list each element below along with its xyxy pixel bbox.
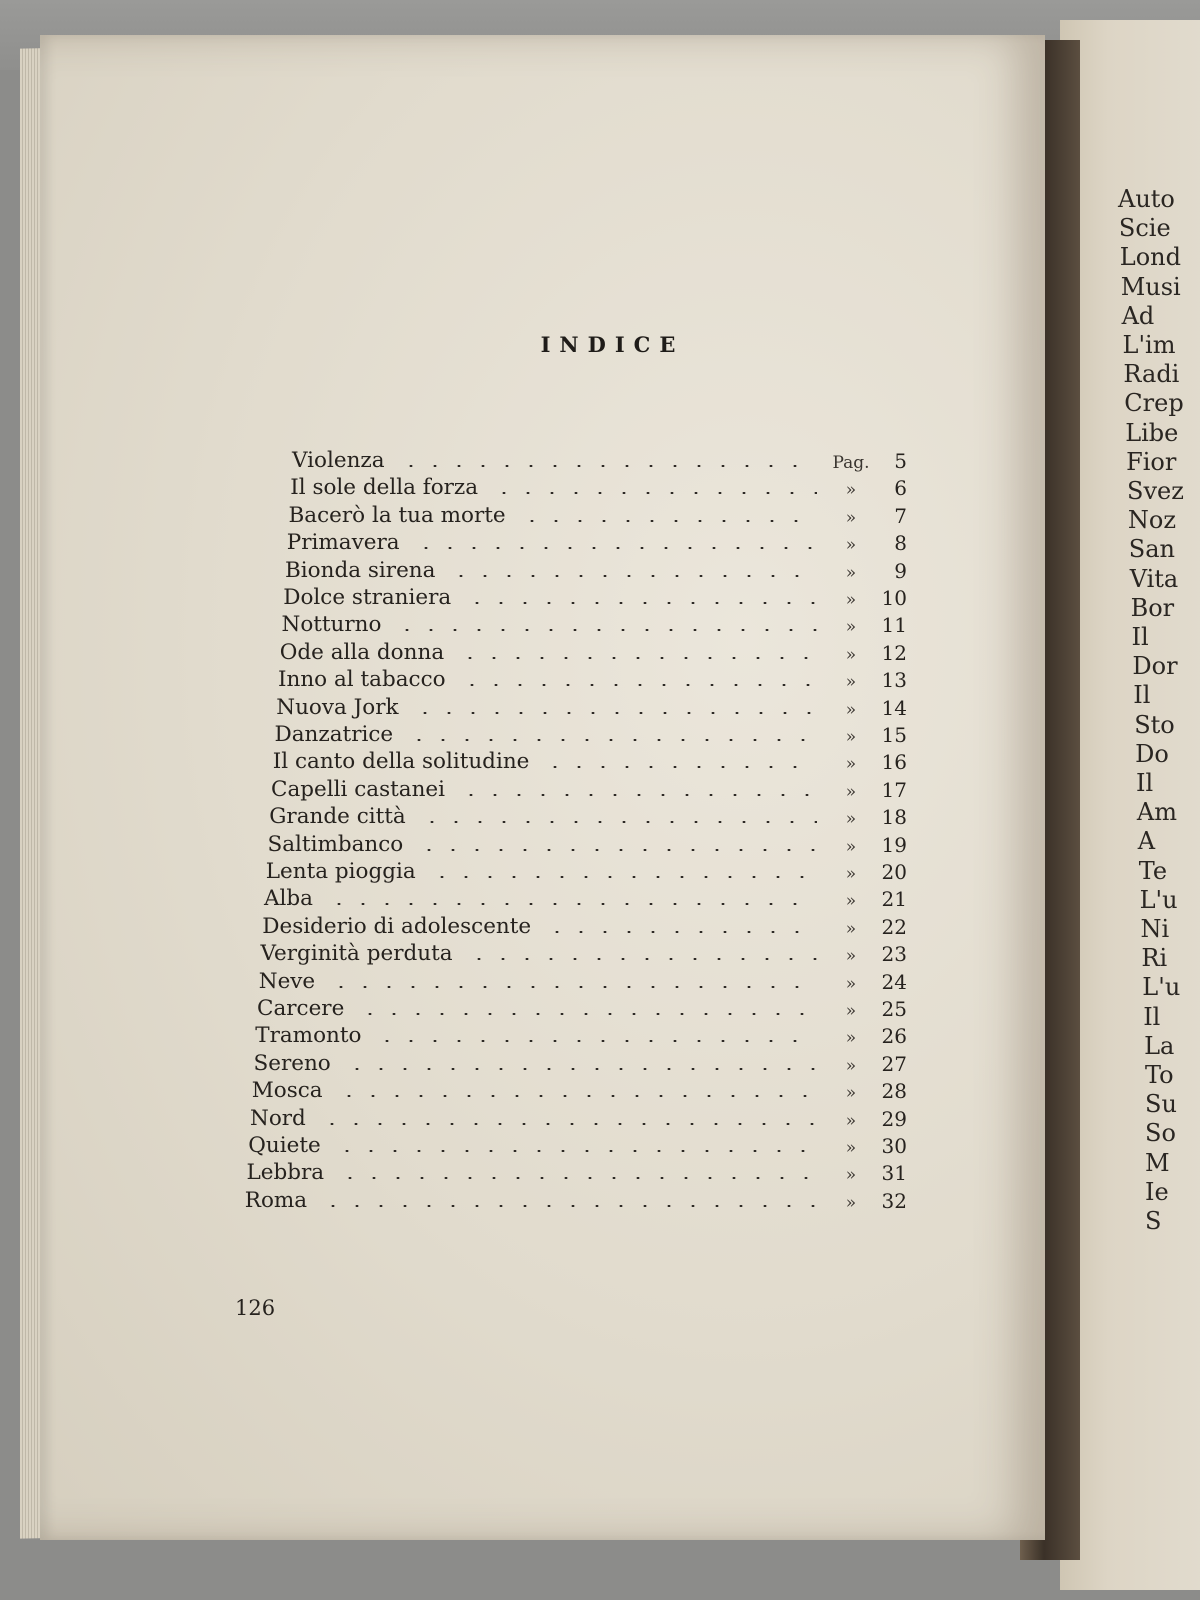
page-title: INDICE — [540, 332, 685, 357]
facing-page-line: L'u — [1139, 885, 1178, 914]
toc-entry-marker: » — [845, 1165, 857, 1186]
facing-page-line: Il — [1133, 681, 1151, 710]
toc-entry-page: 9 — [894, 558, 907, 583]
toc-entry-page: 22 — [881, 914, 907, 939]
toc-entry-marker: » — [845, 891, 857, 912]
dot-leader — [407, 739, 817, 741]
toc-entry-marker: » — [845, 1083, 857, 1104]
facing-page-line: Lond — [1119, 243, 1182, 272]
toc-entry-page: 20 — [881, 860, 907, 884]
toc-entry-title: Desiderio di adolescente — [262, 913, 532, 939]
facing-page-line: Do — [1135, 739, 1169, 768]
facing-page-line: Crep — [1124, 389, 1184, 418]
facing-page-line: Musi — [1120, 272, 1181, 301]
toc-entry-marker: » — [845, 699, 857, 720]
dot-leader — [467, 958, 817, 960]
toc-entry-title: Lebbra — [246, 1160, 325, 1186]
toc-entry-marker: » — [845, 864, 857, 884]
facing-page-line: Am — [1136, 798, 1177, 827]
toc-entry — [287, 527, 907, 555]
toc-entry-marker: » — [845, 727, 857, 747]
toc-entry-page: 31 — [881, 1161, 907, 1186]
toc-entry-page: 7 — [894, 503, 907, 528]
facing-page-line: Ri — [1141, 944, 1168, 973]
dot-leader — [345, 1068, 817, 1070]
toc-entry-marker: » — [845, 1138, 857, 1158]
toc-entry-marker: » — [845, 644, 857, 665]
toc-entry — [262, 911, 907, 939]
toc-entry-page: 5 — [894, 449, 907, 473]
toc-entry — [285, 555, 907, 583]
toc-entry-marker: » — [845, 973, 857, 994]
toc-entry — [278, 664, 907, 692]
toc-entry — [264, 883, 907, 911]
toc-entry-title: Grande città — [269, 804, 406, 830]
toc-entry-page: 28 — [881, 1079, 907, 1104]
toc-entry-title: Sereno — [253, 1050, 331, 1076]
toc-entry — [248, 1130, 907, 1158]
toc-entry-marker: » — [845, 535, 857, 556]
toc-entry — [245, 1185, 907, 1213]
facing-page-line: Sto — [1134, 710, 1175, 739]
facing-page-line: La — [1144, 1031, 1175, 1060]
dot-leader — [327, 903, 817, 905]
toc-entry — [254, 1048, 908, 1076]
facing-page-line: Vita — [1129, 564, 1179, 593]
toc-entry — [261, 938, 908, 966]
toc-entry-marker: » — [845, 672, 857, 693]
dot-leader — [358, 1013, 817, 1015]
facing-page-line: Su — [1145, 1090, 1177, 1119]
dot-leader — [399, 465, 817, 467]
toc-entry-marker: » — [845, 507, 857, 528]
facing-page-line: San — [1128, 535, 1176, 564]
toc-entry-page: 25 — [881, 997, 907, 1021]
dot-leader — [414, 547, 817, 549]
toc-entry-title: Nord — [250, 1105, 306, 1131]
toc-entry-page: 18 — [881, 805, 907, 830]
toc-entry-title: Il sole della forza — [290, 475, 479, 501]
toc-entry-title: Bionda sirena — [285, 557, 436, 583]
toc-entry-title: Notturno — [281, 612, 382, 638]
toc-entry-marker: » — [845, 918, 857, 939]
toc-entry-page: 29 — [881, 1106, 907, 1131]
dot-leader — [460, 684, 817, 686]
facing-page-line: L'u — [1142, 973, 1181, 1002]
dot-leader — [338, 1177, 817, 1179]
facing-page-line: Ni — [1140, 915, 1170, 943]
toc-entry-page: 12 — [881, 640, 907, 665]
toc-entry — [266, 856, 907, 884]
toc-entry — [247, 1157, 908, 1185]
toc-entry-marker: » — [845, 1192, 857, 1213]
toc-entry-marker: » — [845, 836, 857, 857]
toc-entry — [280, 637, 907, 665]
toc-entry — [282, 609, 908, 637]
facing-page-line: Radi — [1123, 360, 1180, 389]
toc-entry — [268, 829, 908, 857]
dot-leader — [545, 931, 817, 933]
facing-page-line: Noz — [1127, 506, 1176, 535]
toc-entry-page: 32 — [881, 1188, 907, 1213]
toc-entry-title: Saltimbanco — [267, 831, 404, 857]
dot-leader — [420, 821, 817, 823]
dot-leader — [337, 1095, 817, 1097]
dot-leader — [458, 657, 817, 659]
toc-entry — [273, 746, 907, 774]
toc-entry-title: Neve — [258, 968, 316, 994]
toc-entry-page: 23 — [881, 942, 907, 967]
toc-entry-page: 27 — [881, 1051, 907, 1076]
toc-entry-marker: » — [845, 590, 857, 610]
toc-entry-title: Dolce straniera — [283, 585, 452, 610]
toc-entry-page: 30 — [881, 1134, 907, 1158]
facing-page-line: Auto — [1118, 185, 1175, 213]
facing-page-line: Scie — [1118, 214, 1171, 243]
toc-entry-marker: » — [845, 480, 857, 501]
toc-entry-title: Danzatrice — [274, 722, 394, 747]
facing-page-line: Bor — [1130, 593, 1175, 622]
toc-entry — [259, 966, 907, 994]
toc-entry-marker: » — [845, 1055, 857, 1076]
toc-entry-page: 13 — [881, 668, 907, 693]
dot-leader — [459, 794, 817, 796]
toc-entry — [250, 1103, 907, 1131]
dot-leader — [320, 1123, 817, 1125]
toc-entry-page: 6 — [894, 476, 907, 501]
dot-leader — [395, 629, 817, 631]
toc-entry-title: Il canto della solitudine — [272, 749, 530, 775]
facing-page-line: Dor — [1132, 652, 1178, 681]
toc-entry-page: 17 — [881, 777, 907, 802]
toc-entry-marker: Pag. — [832, 453, 870, 473]
facing-page-line: Svez — [1127, 477, 1184, 505]
facing-page-line: Il — [1131, 623, 1149, 651]
dot-leader — [430, 876, 817, 878]
toc-entry — [269, 801, 907, 829]
dot-leader — [492, 492, 817, 494]
facing-page-line: Ad — [1121, 301, 1155, 330]
dot-leader — [520, 520, 817, 522]
toc-entry — [255, 1020, 907, 1048]
toc-entry — [283, 582, 907, 610]
facing-page-line: So — [1145, 1119, 1176, 1148]
toc-entry — [257, 993, 907, 1021]
dot-leader — [413, 712, 817, 714]
toc-entry-title: Quiete — [248, 1133, 321, 1158]
toc-entry-page: 15 — [881, 723, 907, 747]
toc-entry-title: Alba — [264, 886, 313, 912]
dot-leader — [329, 986, 817, 988]
toc-entry-title: Violenza — [292, 448, 385, 473]
toc-entry-marker: » — [845, 617, 857, 638]
facing-page-line: M — [1145, 1148, 1170, 1177]
toc-entry — [292, 445, 907, 473]
facing-page-line: S — [1145, 1207, 1162, 1235]
toc-entry-page: 26 — [881, 1024, 907, 1049]
dot-leader — [417, 849, 817, 851]
facing-page-line: L'im — [1122, 331, 1176, 359]
dot-leader — [465, 602, 817, 604]
toc-entry-title: Inno al tabacco — [278, 667, 446, 693]
toc-entry-title: Verginità perduta — [260, 941, 453, 967]
toc-entry — [276, 692, 907, 720]
page-number: 126 — [235, 1296, 276, 1320]
toc-entry-marker: » — [845, 946, 857, 967]
toc-entry-marker: » — [845, 562, 857, 583]
facing-page — [1060, 20, 1200, 1590]
toc-entry-page: 16 — [881, 750, 907, 775]
toc-entry-marker: » — [845, 1001, 857, 1021]
facing-page-line: A — [1137, 827, 1156, 856]
facing-page-line: Fior — [1126, 447, 1177, 476]
facing-page-line: Ie — [1145, 1177, 1169, 1206]
dot-leader — [449, 575, 817, 577]
facing-page-line: Libe — [1125, 418, 1179, 447]
facing-page-line: Il — [1136, 769, 1154, 797]
facing-page-line: To — [1145, 1061, 1174, 1089]
toc-entry — [275, 719, 908, 747]
toc-entry — [271, 774, 907, 802]
toc-entry-page: 24 — [881, 969, 907, 994]
toc-entry-marker: » — [845, 809, 857, 830]
toc-entry-page: 11 — [881, 613, 907, 638]
toc-entry-marker: » — [845, 1110, 857, 1131]
toc-entry-title: Mosca — [251, 1078, 323, 1104]
toc-entry-page: 19 — [881, 832, 907, 857]
toc-entry-title: Nuova Jork — [276, 694, 399, 720]
dot-leader — [375, 1040, 817, 1042]
toc-entry-marker: » — [845, 754, 857, 775]
toc-entry-title: Roma — [244, 1187, 308, 1213]
dot-leader — [335, 1150, 817, 1152]
toc-entry-page: 10 — [881, 586, 907, 610]
toc-entry-title: Primavera — [286, 530, 400, 556]
toc-entry-page: 14 — [881, 695, 907, 720]
toc-entry — [289, 500, 908, 528]
dot-leader — [543, 766, 817, 768]
toc-entry-title: Lenta pioggia — [265, 859, 416, 884]
toc-entry — [252, 1075, 907, 1103]
facing-page-line: Il — [1143, 1002, 1161, 1031]
toc-entry-title: Ode alla donna — [279, 639, 445, 665]
toc-entry-marker: » — [845, 1028, 857, 1049]
dot-leader — [321, 1205, 817, 1207]
toc-entry-title: Capelli castanei — [271, 776, 446, 802]
toc-entry-title: Carcere — [257, 996, 345, 1021]
toc-entry-page: 21 — [881, 887, 907, 912]
toc-entry-page: 8 — [894, 531, 907, 556]
toc-entry-title: Tramonto — [255, 1023, 362, 1049]
toc-entry-title: Bacerò la tua morte — [288, 502, 506, 528]
facing-page-line: Te — [1138, 856, 1168, 885]
toc-entry — [290, 472, 907, 500]
toc-entry-marker: » — [845, 781, 857, 802]
